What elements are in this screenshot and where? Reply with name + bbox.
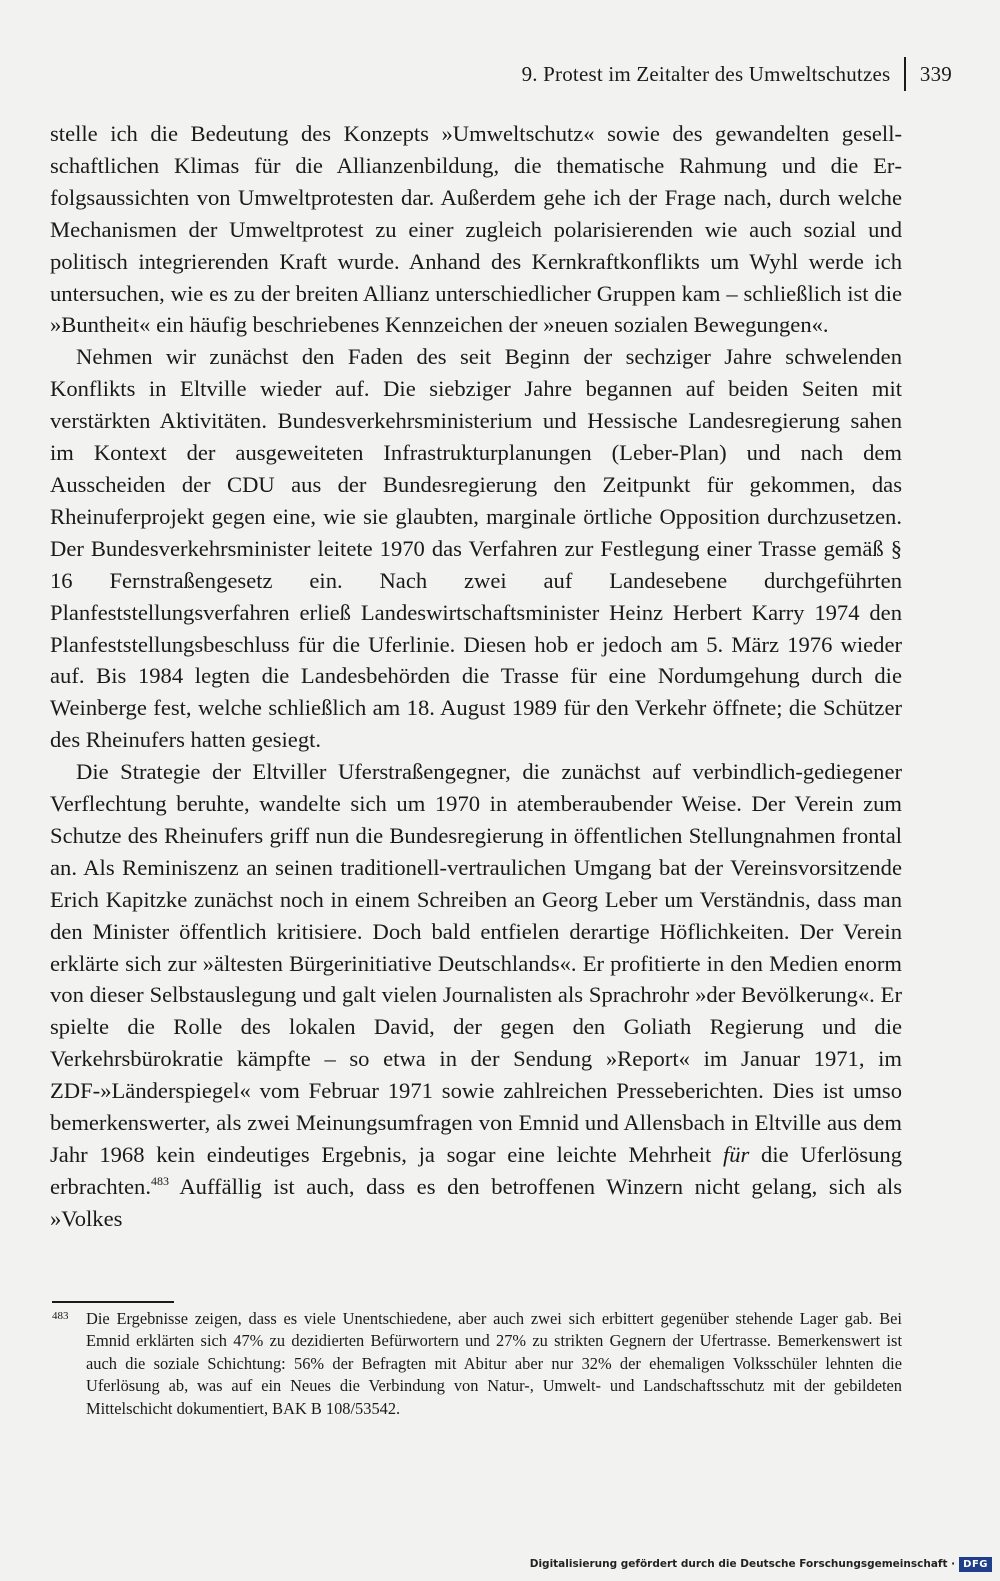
digitization-credit <box>530 1553 992 1575</box>
paragraph-3-text-b: die Uferlösung erbrachten. <box>50 1142 902 1199</box>
dfg-logo: DFG <box>959 1557 992 1572</box>
footnote-text: Die Ergebnisse zeigen, dass es viele Unentschiedene, aber auch zwei sich erbittert gegenüber stehende Lager gab. Bei Emnid erklärten sich 47% zu dezidierten Befürwortern und 27% zu strikten Gegnern der Ufertrasse. Bemerkenswert ist auch die soziale Schichtung: 56% der Befragten mit Abitur aber nur 32% der ehemaligen Volksschüler lehnten die Uferlösung ab, was auf ein Neues die Verbindung von Natur-, Umwelt- und Landschaftsschutz mit der gebildeten Mittelschicht dokumentiert, BAK B 108/53542. <box>86 1309 902 1418</box>
paragraph-3-text-c: Auffällig ist auch, dass es den betroffenen Winzern nicht gelang, sich als »Volkes <box>50 1173 902 1231</box>
main-text <box>50 118 902 1235</box>
header-divider <box>904 57 906 91</box>
page-number: 339 <box>919 61 952 86</box>
paragraph-1: stelle ich die Bedeutung des Konzepts »Umweltschutz« sowie des gewandelten gesellschaftlichen Klimas für die Allianzenbildung, die thematische Rahmung und die Erfolgsaussichten von Umweltprotesten dar. Außerdem gehe ich der Frage nach, durch welche Mechanismen der Umweltprotest zu einer zugleich polarisierenden wie auch sozial und politisch integrierenden Kraft wurde. Anhand des Kernkraftkonflikts um Wyhl werde ich untersuchen, wie es zu der breiten Allianz unterschiedlicher Gruppen kam – schließlich ist die »Buntheit« ein häufig beschriebenes Kennzeichen der »neuen sozialen Bewegungen«. <box>50 121 902 338</box>
running-header <box>522 56 952 92</box>
credit-text: Digitalisierung gefördert durch die Deutsche Forschungsgemeinschaft · <box>529 1558 956 1570</box>
footnote-number: 483 <box>52 1310 69 1322</box>
footnote-separator <box>52 1301 174 1303</box>
paragraph-3-text-a: Die Strategie der Eltviller Uferstraßengegner, die zunächst auf verbindlich-gediegener Verflechtung beruhte, wandelte sich um 1970 in atemberaubender Weise. Der Verein zum Schutze des Rheinufers griff nun die Bundesregierung in öffentlichen Stellungnahmen frontal an. Als Reminiszenz an seinen traditionell-vertraulichen Umgang bat der Vereinsvorsitzende Erich Kapitzke zunächst noch in einem Schreiben an Georg Leber um Verständnis, dass man den Minister öffentlich kritisiere. Doch bald entfielen derartige Höflichkeiten. Der Verein erklärte sich zur »ältesten Bürgerinitiative Deutschlands«. Er profitierte in den Medien enorm von dieser Selbstauslegung und galt vielen Journalisten als Sprachrohr »der Bevölkerung«. Er spielte die Rolle des lokalen David, der gegen den Goliath Regierung und die Verkehrsbürokratie kämpfte – so etwa in der Sendung »Report« im Januar 1971, im ZDF-»Länderspiegel« vom Februar 1971 sowie zahlreichen Presseberichten. Dies ist umso bemerkenswerter, als zwei Meinungsumfragen von Emnid und Allensbach in Eltville aus dem Jahr 1968 kein eindeutiges Ergebnis, ja sogar eine leichte Mehrheit <box>50 759 902 1167</box>
paragraph-2: Nehmen wir zunächst den Faden des seit Beginn der sechziger Jahre schwelenden Konflikts in Eltville wieder auf. Die siebziger Jahre begannen auf beiden Seiten mit verstärkten Aktivitäten. Bundesverkehrsministerium und Hessische Landesregierung sahen im Kontext der ausgeweiteten Infrastrukturplanungen (Leber-Plan) und nach dem Ausscheiden der CDU aus der Bundesregierung den Zeitpunkt für gekommen, das Rheinuferprojekt gegen eine, wie sie glaubten, marginale örtliche Opposition durchzusetzen. Der Bundesverkehrsminister leitete 1970 das Verfahren zur Festlegung einer Trasse gemäß § 16 Fernstraßengesetz ein. Nach zwei auf Landesebene durchgeführten Planfeststellungsverfahren erließ Landeswirtschaftsminister Heinz Herbert Karry 1974 den Planfeststellungsbeschluss für die Uferlinie. Diesen hob er jedoch am 5. März 1976 wieder auf. Bis 1984 legten die Landesbehörden die Trasse für eine Nordumgehung durch die Weinberge fest, welche schließlich am 18. August 1989 für den Verkehr öffnete; die Schützer des Rheinufers hatten gesiegt. <box>50 344 902 753</box>
chapter-title: 9. Protest im Zeitalter des Umweltschutzes <box>521 61 891 86</box>
paragraph-3 <box>50 756 902 1235</box>
paragraph-3-emphasis: für <box>722 1142 750 1167</box>
footnote-reference[interactable]: 483 <box>150 1173 169 1188</box>
footnote <box>52 1308 902 1420</box>
